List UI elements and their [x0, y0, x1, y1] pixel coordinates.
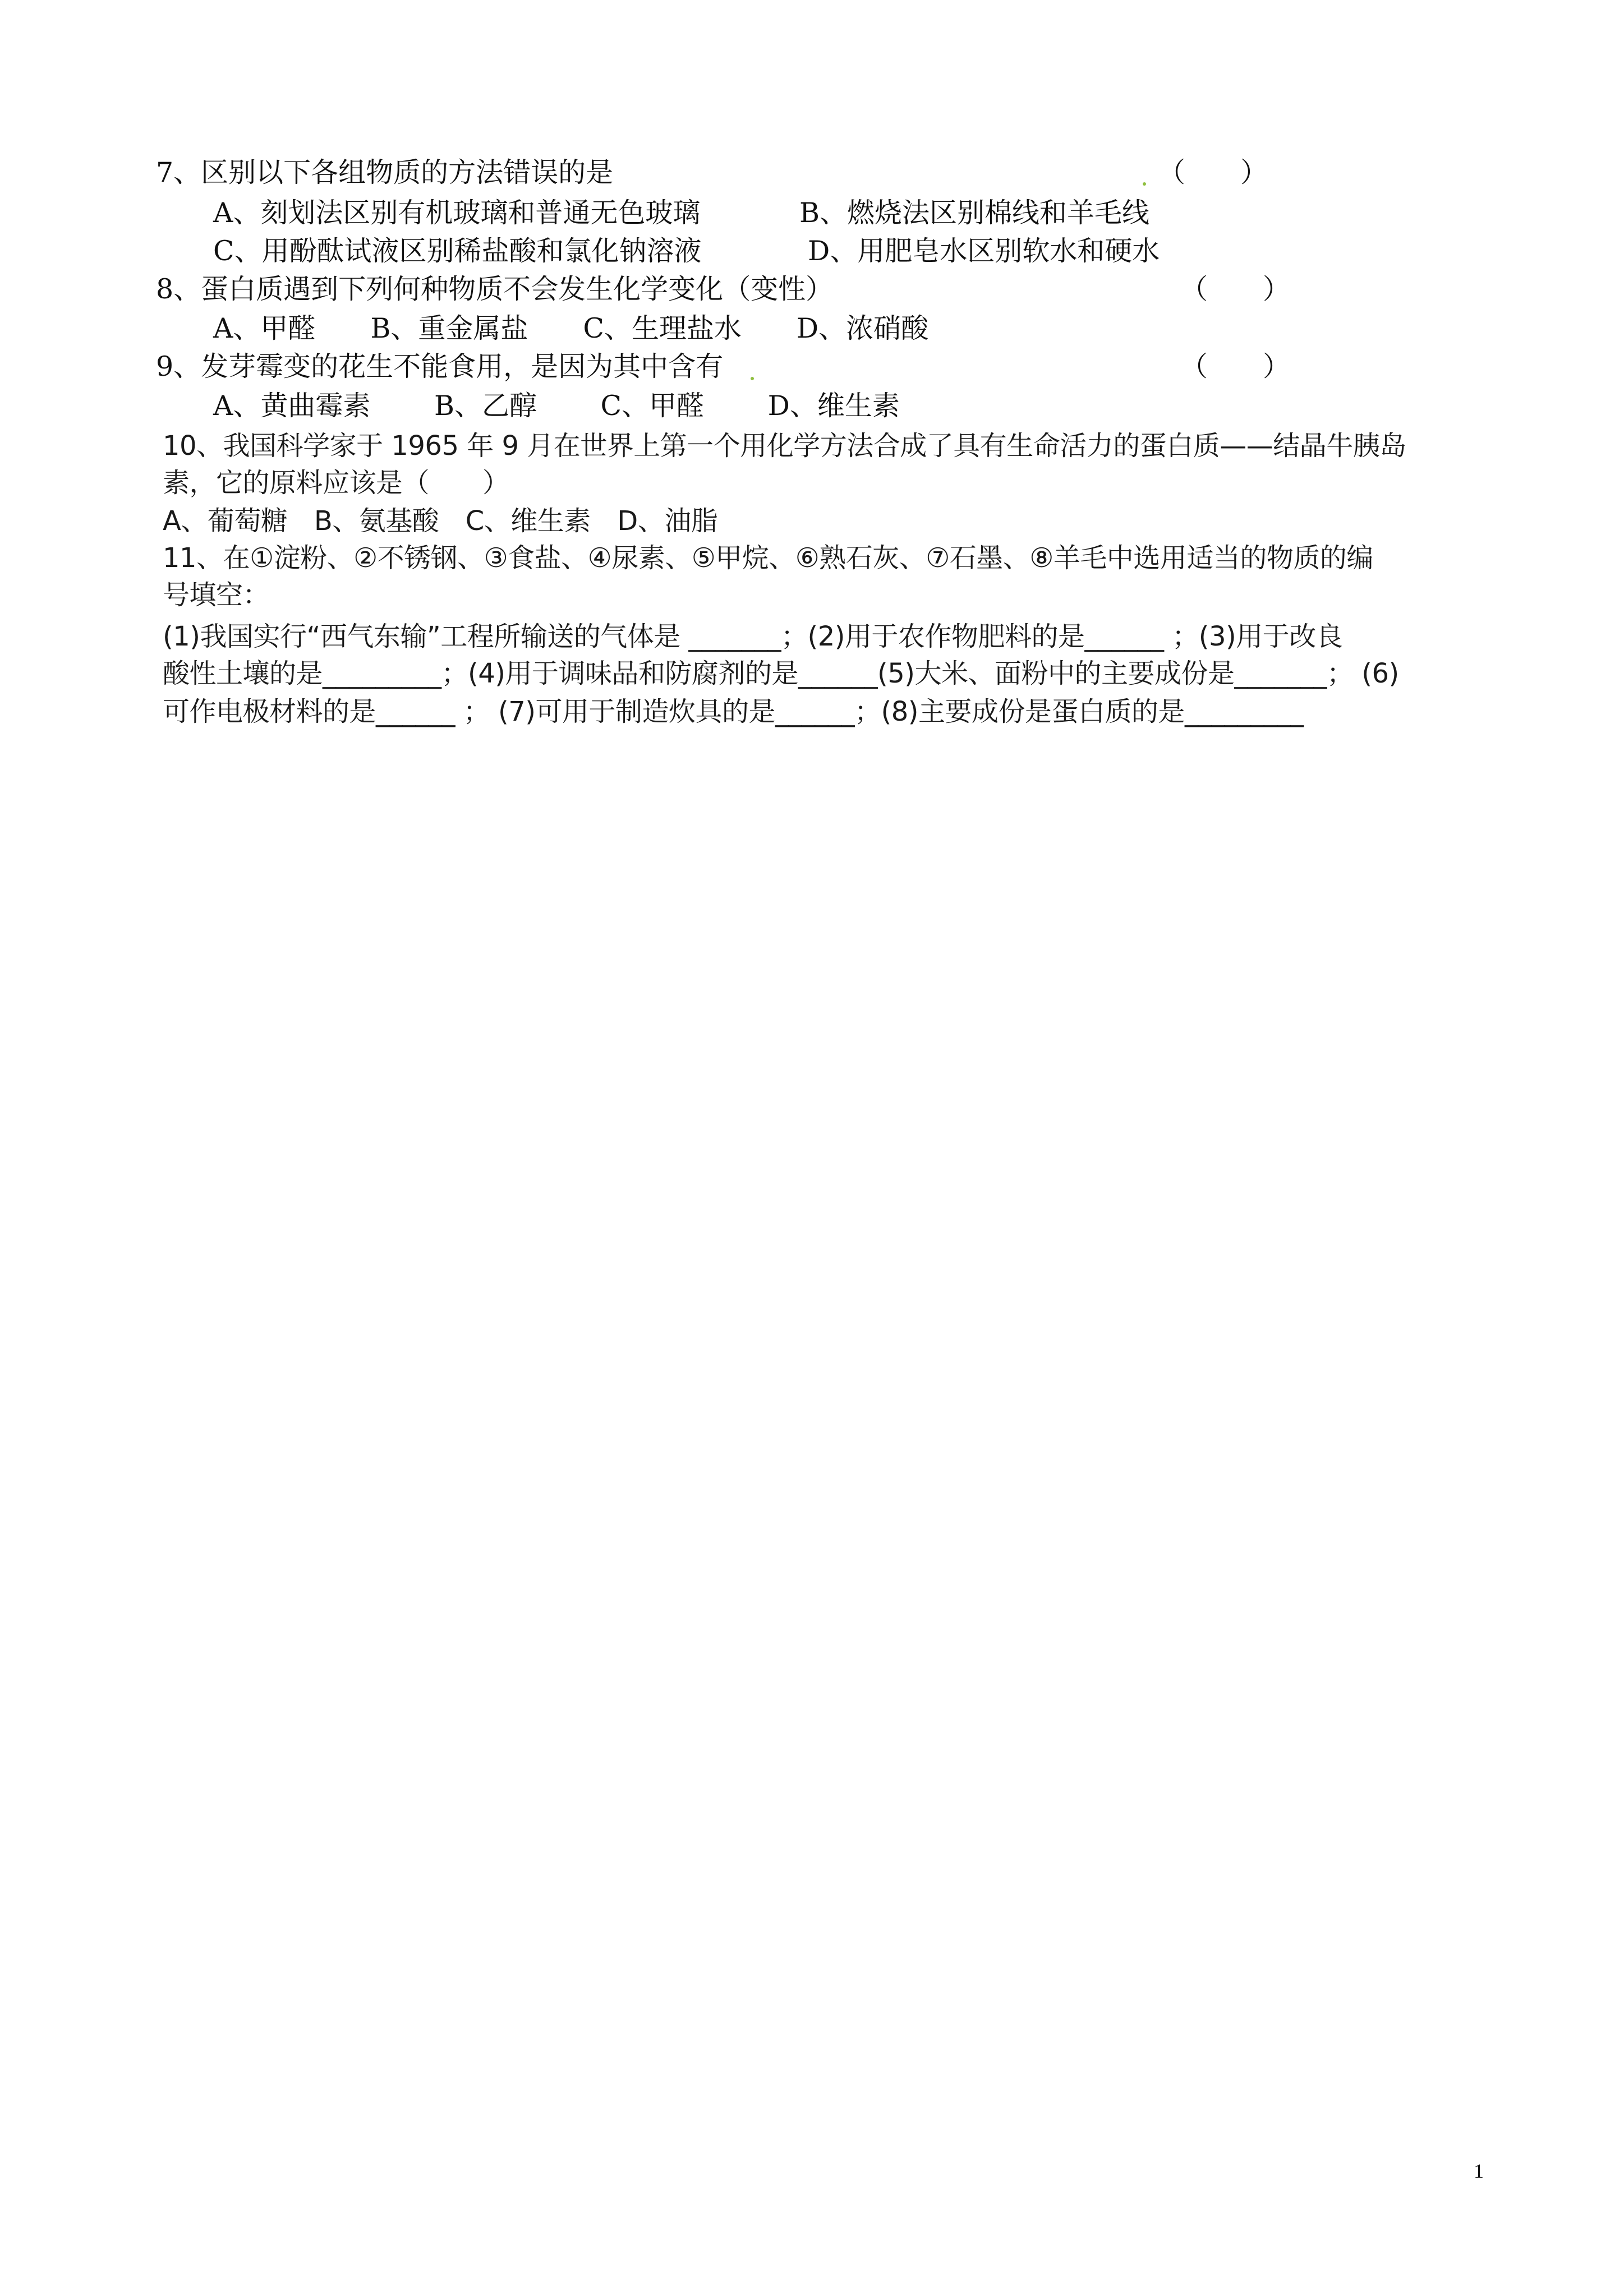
q11-blank-line2: 酸性土壤的是_________；(4)用于调味品和防腐剂的是______(5)大米、面粉中的主要成份是_______； (6) — [163, 658, 1399, 689]
q7-option-a: A、刻划法区别有机玻璃和普通无色玻璃 — [213, 197, 701, 229]
q10-stem-line1: 10、我国科学家于 1965 年 9 月在世界上第一个用化学方法合成了具有生命活力的蛋白质——结晶牛胰岛 — [163, 430, 1406, 462]
q11-stem-line1: 11、在①淀粉、②不锈钢、③食盐、④尿素、⑤甲烷、⑥熟石灰、⑦石墨、⑧羊毛中选用适当的物质的编 — [163, 542, 1373, 574]
q8-options: A、甲醛 B、重金属盐 C、生理盐水 D、浓硝酸 — [213, 312, 929, 344]
q10-options: A、葡萄糖 B、氨基酸 C、维生素 D、油脂 — [163, 505, 718, 537]
q11-stem-line2: 号填空： — [163, 579, 270, 611]
q8-stem: 8、蛋白质遇到下列何种物质不会发生化学变化（变性） — [156, 273, 834, 305]
page-number: 1 — [1474, 2160, 1484, 2182]
q8-answer-paren: （ ） — [1180, 273, 1291, 305]
q11-blank-line1: (1)我国实行“西气东输”工程所输送的气体是 _______；(2)用于农作物肥料的是______ ；(3)用于改良 — [163, 621, 1343, 652]
q10-stem-line2: 素，它的原料应该是（ ） — [163, 467, 509, 499]
q7-option-b: B、燃烧法区别棉线和羊毛线 — [799, 197, 1150, 229]
q9-answer-paren: （ ） — [1180, 351, 1291, 382]
mark-dot — [751, 377, 754, 380]
q9-options: A、黄曲霉素 B、乙醇 C、甲醛 D、维生素 — [213, 390, 900, 422]
q7-answer-paren: （ ） — [1158, 156, 1268, 188]
q7-option-c: C、用酚酞试液区别稀盐酸和氯化钠溶液 — [213, 235, 702, 267]
q7-option-d: D、用肥皂水区别软水和硬水 — [808, 235, 1160, 267]
q9-stem: 9、发芽霉变的花生不能食用，是因为其中含有 — [156, 351, 724, 382]
q11-blank-line3: 可作电极材料的是______ ； (7)可用于制造炊具的是______；(8)主要成份是蛋白质的是_________ — [163, 696, 1304, 727]
mark-dot — [1143, 182, 1146, 186]
q7-stem: 7、区别以下各组物质的方法错误的是 — [156, 156, 614, 188]
